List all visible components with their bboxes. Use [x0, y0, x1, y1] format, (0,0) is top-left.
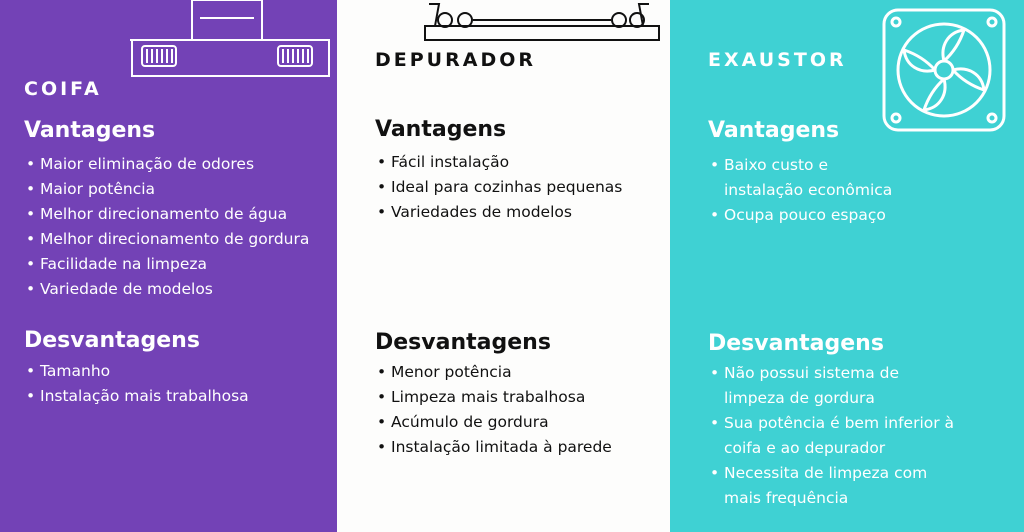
- list-item: • Acúmulo de gordura: [375, 410, 612, 435]
- depurador-title: DEPURADOR: [375, 49, 536, 71]
- depurador-vantagens-list: [375, 150, 622, 225]
- exaustor-desvantagens-list: [708, 361, 954, 511]
- coifa-vantagens-heading: Vantagens: [24, 118, 156, 143]
- list-item: • Necessita de limpeza com: [708, 461, 954, 486]
- purifier-hood-icon: [423, 0, 663, 44]
- list-item: • Não possui sistema de: [708, 361, 954, 386]
- depurador-desvantagens-heading: Desvantagens: [375, 330, 551, 355]
- list-item-continuation: instalação econômica: [724, 181, 893, 199]
- depurador-desvantagens-list: [375, 360, 612, 460]
- list-item: • Melhor direcionamento de água: [24, 202, 309, 227]
- list-item: • Ideal para cozinhas pequenas: [375, 175, 622, 200]
- range-hood-icon: [128, 0, 333, 82]
- coifa-vantagens-list: [24, 152, 309, 302]
- coifa-desvantagens-list: [24, 359, 249, 409]
- list-item: • Maior potência: [24, 177, 309, 202]
- exaustor-vantagens-list: [708, 153, 892, 228]
- list-item: • Variedades de modelos: [375, 200, 622, 225]
- coifa-title: COIFA: [24, 78, 102, 100]
- list-item-continuation: coifa e ao depurador: [724, 439, 886, 457]
- coifa-desvantagens-heading: Desvantagens: [24, 328, 200, 353]
- list-item: • Tamanho: [24, 359, 249, 384]
- exaustor-title: EXAUSTOR: [708, 49, 847, 71]
- list-item: • Sua potência é bem inferior à: [708, 411, 954, 436]
- exhaust-fan-icon: [882, 8, 1006, 132]
- list-item-continuation: mais frequência: [724, 489, 849, 507]
- list-item: • Instalação mais trabalhosa: [24, 384, 249, 409]
- list-item: • Baixo custo e: [708, 153, 892, 178]
- list-item-continuation: limpeza de gordura: [724, 389, 875, 407]
- coifa-column: [0, 0, 337, 532]
- list-item: • Facilidade na limpeza: [24, 252, 309, 277]
- exaustor-desvantagens-heading: Desvantagens: [708, 331, 884, 356]
- list-item: • Fácil instalação: [375, 150, 622, 175]
- list-item: • Maior eliminação de odores: [24, 152, 309, 177]
- list-item: • Instalação limitada à parede: [375, 435, 612, 460]
- list-item: • Melhor direcionamento de gordura: [24, 227, 309, 252]
- list-item: • Variedade de modelos: [24, 277, 309, 302]
- list-item: • Limpeza mais trabalhosa: [375, 385, 612, 410]
- depurador-vantagens-heading: Vantagens: [375, 117, 507, 142]
- exaustor-column: [670, 0, 1024, 532]
- list-item: • Menor potência: [375, 360, 612, 385]
- exaustor-vantagens-heading: Vantagens: [708, 118, 840, 143]
- list-item: • Ocupa pouco espaço: [708, 203, 892, 228]
- depurador-column: [337, 0, 670, 532]
